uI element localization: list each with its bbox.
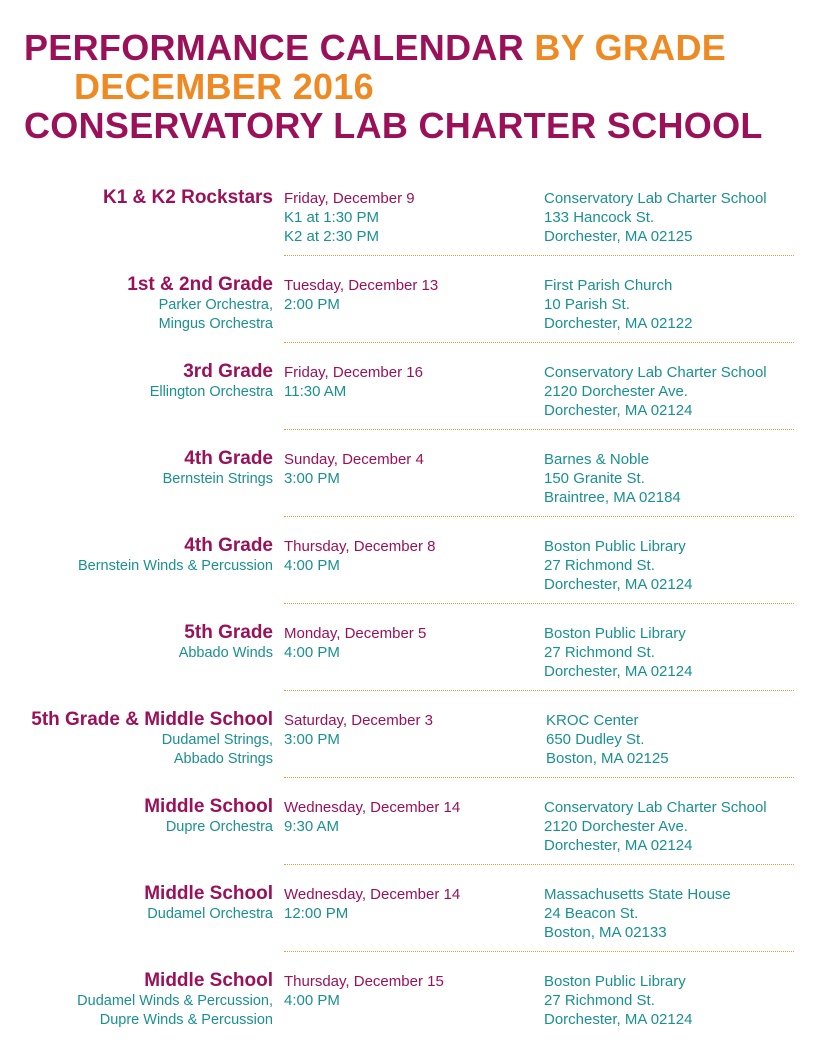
event-time: 3:00 PM: [284, 470, 340, 487]
grade-column: [103, 187, 273, 209]
grade-label: K1 & K2 Rockstars: [102, 187, 273, 208]
event-when: [284, 537, 435, 575]
event-when: [284, 624, 426, 662]
event-date: Sunday, December 4: [284, 451, 424, 468]
grade-column: [78, 535, 273, 576]
venue-address-line: 2120 Dorchester Ave.: [544, 383, 688, 400]
row-divider: [284, 255, 794, 256]
event-date: Saturday, December 3: [284, 712, 433, 729]
event-row: [0, 792, 816, 879]
event-row: [0, 183, 816, 270]
event-row: [0, 705, 816, 792]
event-when: [284, 711, 433, 749]
event-when: [284, 363, 423, 401]
grade-label: 4th Grade: [184, 535, 273, 556]
title-calendar: PERFORMANCE CALENDAR: [24, 27, 524, 68]
row-divider: [284, 429, 794, 430]
grade-label: Middle School: [144, 796, 273, 817]
event-when: [284, 798, 460, 836]
venue-name: Conservatory Lab Charter School: [544, 190, 767, 207]
event-date: Wednesday, December 14: [284, 799, 461, 816]
venue-address-line: Boston, MA 02125: [546, 750, 669, 767]
grade-column: [77, 970, 273, 1030]
venue-address-line: Dorchester, MA 02124: [544, 1011, 693, 1028]
venue-address-line: 27 Richmond St.: [544, 557, 655, 574]
ensemble-name: Dudamel Strings,: [161, 732, 273, 748]
event-date: Friday, December 16: [284, 364, 423, 381]
venue-address-line: 27 Richmond St.: [544, 992, 655, 1009]
venue-address-line: 150 Granite St.: [544, 470, 645, 487]
grade-column: [31, 709, 273, 769]
grade-column: [179, 622, 273, 663]
grade-column: [163, 448, 273, 489]
grade-column: [144, 883, 273, 924]
event-when: [284, 972, 444, 1010]
event-date: Thursday, December 8: [284, 538, 436, 555]
grade-column: [127, 274, 273, 334]
event-date: Monday, December 5: [284, 625, 427, 642]
row-divider: [284, 777, 794, 778]
event-time: 4:00 PM: [284, 992, 340, 1009]
row-divider: [284, 864, 794, 865]
venue-address-line: Dorchester, MA 02124: [544, 576, 693, 593]
venue-address-line: 27 Richmond St.: [544, 644, 655, 661]
venue-name: Boston Public Library: [544, 625, 686, 642]
venue-name: KROC Center: [546, 712, 639, 729]
grade-label: Middle School: [144, 883, 273, 904]
grade-label: 4th Grade: [184, 448, 273, 469]
event-time: 4:00 PM: [284, 644, 340, 661]
venue-address-line: Dorchester, MA 02124: [544, 837, 693, 854]
venue-name: Boston Public Library: [544, 973, 686, 990]
title-school: CONSERVATORY LAB CHARTER SCHOOL: [24, 105, 763, 146]
event-time: 12:00 PM: [284, 905, 349, 922]
event-row: [0, 357, 816, 444]
event-time: K1 at 1:30 PM: [284, 209, 380, 226]
venue-address-line: Dorchester, MA 02125: [544, 228, 693, 245]
ensemble-name: Parker Orchestra,: [158, 297, 273, 313]
grade-label: Middle School: [144, 970, 273, 991]
venue-address-line: 133 Hancock St.: [544, 209, 655, 226]
venue-address-line: Dorchester, MA 02124: [544, 663, 693, 680]
event-date: Thursday, December 15: [284, 973, 444, 990]
event-time: 9:30 AM: [284, 818, 340, 835]
event-venue: [544, 450, 681, 507]
event-venue: [546, 711, 669, 768]
grade-column: [144, 796, 273, 837]
event-row: [0, 531, 816, 618]
event-row: [0, 444, 816, 531]
row-divider: [284, 342, 794, 343]
row-divider: [284, 690, 794, 691]
event-date: Wednesday, December 14: [284, 886, 461, 903]
event-venue: [544, 537, 692, 594]
event-time: K2 at 2:30 PM: [284, 228, 380, 245]
event-when: [284, 189, 415, 246]
grade-label: 1st & 2nd Grade: [127, 274, 273, 295]
event-venue: [544, 885, 731, 942]
venue-address-line: Dorchester, MA 02124: [544, 402, 693, 419]
row-divider: [284, 603, 794, 604]
venue-name: Conservatory Lab Charter School: [544, 364, 767, 381]
event-row: [0, 618, 816, 705]
grade-label: 3rd Grade: [183, 361, 273, 382]
event-date: Tuesday, December 13: [284, 277, 439, 294]
ensemble-name: Bernstein Winds & Percussion: [77, 558, 273, 574]
venue-name: Conservatory Lab Charter School: [544, 799, 767, 816]
ensemble-name: Abbado Winds: [178, 645, 273, 661]
ensemble-name: Dudamel Orchestra: [147, 906, 273, 922]
ensemble-name: Dupre Winds & Percussion: [99, 1012, 273, 1028]
venue-address-line: 10 Parish St.: [544, 296, 630, 313]
venue-name: Boston Public Library: [544, 538, 686, 555]
ensemble-name: Ellington Orchestra: [149, 384, 273, 400]
venue-address-line: 24 Beacon St.: [544, 905, 639, 922]
ensemble-name: Mingus Orchestra: [158, 316, 273, 332]
event-time: 4:00 PM: [284, 557, 340, 574]
venue-address-line: 650 Dudley St.: [546, 731, 645, 748]
title-line-1: [24, 28, 763, 67]
title-by-grade: BY GRADE: [534, 27, 727, 68]
venue-address-line: 2120 Dorchester Ave.: [544, 818, 688, 835]
event-venue: [544, 189, 767, 246]
venue-name: Barnes & Noble: [544, 451, 650, 468]
venue-name: First Parish Church: [544, 277, 673, 294]
event-when: [284, 276, 438, 314]
event-venue: [544, 624, 692, 681]
venue-address-line: Boston, MA 02133: [544, 924, 667, 941]
event-venue: [544, 798, 767, 855]
event-venue: [544, 363, 767, 420]
event-date: Friday, December 9: [284, 190, 415, 207]
venue-address-line: Braintree, MA 02184: [544, 489, 681, 506]
ensemble-name: Dupre Orchestra: [165, 819, 273, 835]
ensemble-name: Abbado Strings: [173, 751, 273, 767]
event-when: [284, 885, 460, 923]
page-header: [24, 28, 763, 145]
venue-name: Massachusetts State House: [544, 886, 731, 903]
event-row: [0, 879, 816, 966]
event-when: [284, 450, 424, 488]
grade-column: [150, 361, 273, 402]
event-venue: [544, 972, 692, 1029]
event-row: [0, 270, 816, 357]
event-time: 11:30 AM: [284, 383, 347, 400]
ensemble-name: Dudamel Winds & Percussion,: [77, 993, 273, 1009]
venue-address-line: Dorchester, MA 02122: [544, 315, 693, 332]
title-month: DECEMBER 2016: [74, 66, 375, 107]
ensemble-name: Bernstein Strings: [162, 471, 273, 487]
event-row: [0, 966, 816, 1053]
events-list: [0, 183, 816, 1053]
grade-label: 5th Grade: [184, 622, 273, 643]
grade-label: 5th Grade & Middle School: [31, 709, 273, 730]
event-time: 2:00 PM: [284, 296, 340, 313]
row-divider: [284, 516, 794, 517]
row-divider: [284, 951, 794, 952]
event-venue: [544, 276, 692, 333]
event-time: 3:00 PM: [284, 731, 340, 748]
